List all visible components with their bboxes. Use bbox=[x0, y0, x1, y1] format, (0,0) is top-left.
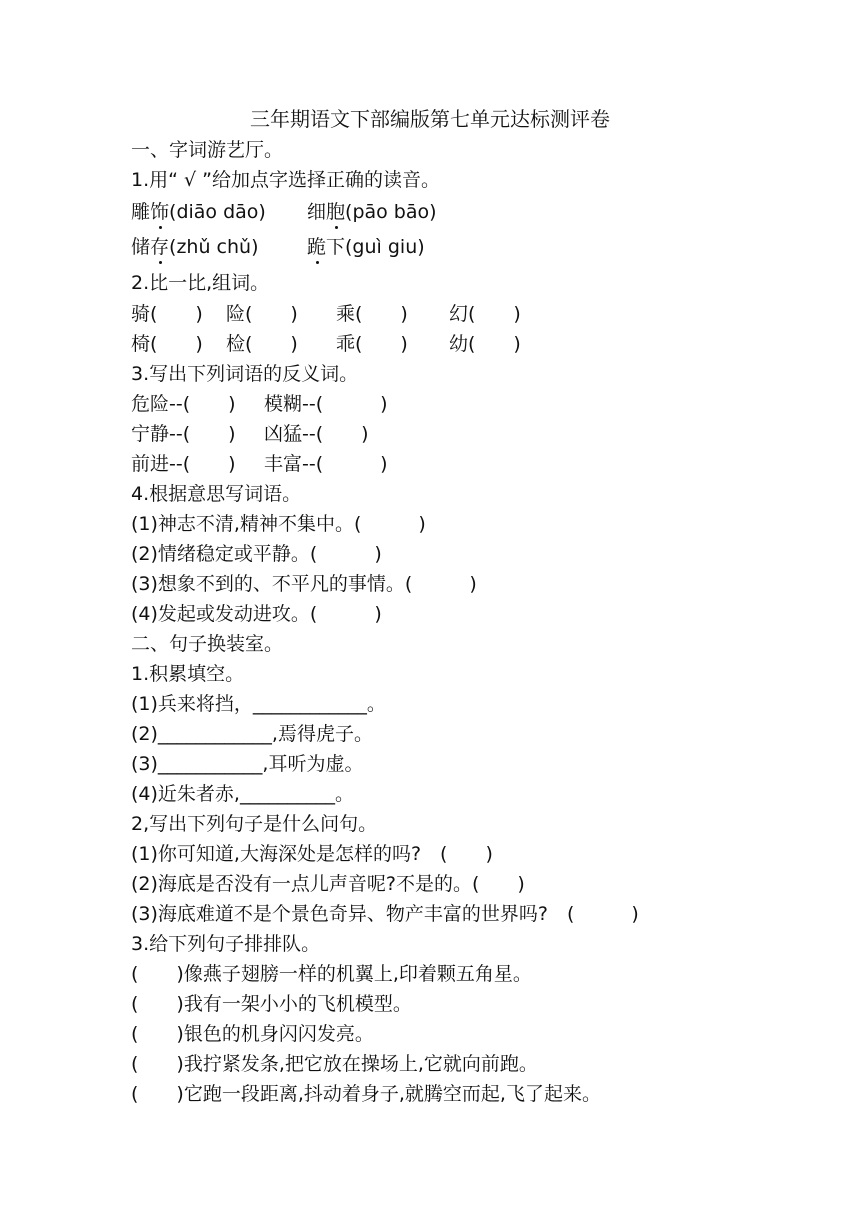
question-type-item: (2)海底是否没有一点儿声音呢?不是的。( ) bbox=[131, 873, 525, 895]
antonym-cell: 前进--( ) bbox=[131, 453, 236, 475]
fill-blank-item: (4)近朱者赤,__________。 bbox=[131, 783, 354, 805]
pinyin-options: 下(guì giu) bbox=[326, 236, 425, 258]
order-item: ( )它跑一段距离,抖动着身子,就腾空而起,飞了起来。 bbox=[131, 1083, 601, 1105]
q4-item: (2)情绪稳定或平静。( ) bbox=[131, 543, 382, 565]
compare-cell: 乖( ) bbox=[336, 333, 408, 355]
q4-item: (3)想象不到的、不平凡的事情。( ) bbox=[131, 573, 477, 595]
compare-cell: 幼( ) bbox=[449, 333, 521, 355]
pinyin-pre: 细 bbox=[307, 201, 327, 223]
order-item: ( )我拧紧发条,把它放在操场上,它就向前跑。 bbox=[131, 1053, 538, 1075]
section2-heading: 二、句子换装室。 bbox=[131, 633, 284, 655]
order-item: ( )我有一架小小的飞机模型。 bbox=[131, 993, 412, 1015]
q1-prompt: 1.用“ √ ”给加点字选择正确的读音。 bbox=[131, 169, 441, 191]
fill-blank-item: (1)兵来将挡，____________。 bbox=[131, 693, 386, 715]
pinyin-item bbox=[307, 234, 425, 260]
fill-blank-item: (2)____________,焉得虎子。 bbox=[131, 723, 373, 745]
q4-prompt: 4.根据意思写词语。 bbox=[131, 483, 302, 505]
antonym-cell: 模糊--( ) bbox=[264, 393, 388, 415]
dotted-char: 跪 bbox=[307, 236, 327, 258]
q4-item: (1)神志不清,精神不集中。( ) bbox=[131, 513, 426, 535]
compare-cell: 乘( ) bbox=[336, 303, 408, 325]
compare-cell: 幻( ) bbox=[449, 303, 521, 325]
antonym-cell: 丰富--( ) bbox=[264, 453, 388, 475]
pinyin-item bbox=[131, 199, 266, 225]
pinyin-options: (zhǔ chǔ) bbox=[169, 236, 259, 258]
q2-prompt: 2.比一比,组词。 bbox=[131, 272, 270, 294]
pinyin-pre: 雕 bbox=[131, 201, 151, 223]
order-item: ( )像燕子翅膀一样的机翼上,印着颗五角星。 bbox=[131, 963, 532, 985]
dotted-char: 胞 bbox=[326, 201, 346, 223]
s2-q3-prompt: 3.给下列句子排排队。 bbox=[131, 933, 321, 955]
question-type-item: (3)海底难道不是个景色奇异、物产丰富的世界吗? ( ) bbox=[131, 903, 639, 925]
pinyin-item bbox=[307, 199, 437, 225]
pinyin-item bbox=[131, 234, 258, 260]
question-type-item: (1)你可知道,大海深处是怎样的吗? ( ) bbox=[131, 843, 493, 865]
pinyin-options: (diāo dāo) bbox=[169, 201, 266, 223]
s2-q1-prompt: 1.积累填空。 bbox=[131, 663, 245, 685]
pinyin-pre: 储 bbox=[131, 236, 151, 258]
q3-prompt: 3.写出下列词语的反义词。 bbox=[131, 363, 359, 385]
antonym-cell: 宁静--( ) bbox=[131, 423, 236, 445]
q4-item: (4)发起或发动进攻。( ) bbox=[131, 603, 382, 625]
compare-cell: 骑( ) bbox=[131, 303, 203, 325]
pinyin-options: (pāo bāo) bbox=[345, 201, 437, 223]
antonym-cell: 危险--( ) bbox=[131, 393, 236, 415]
fill-blank-item: (3)___________,耳听为虚。 bbox=[131, 753, 364, 775]
section1-heading: 一、字词游艺厅。 bbox=[131, 139, 284, 161]
dotted-char: 饰 bbox=[150, 201, 170, 223]
compare-cell: 检( ) bbox=[226, 333, 298, 355]
compare-cell: 险( ) bbox=[226, 303, 298, 325]
compare-cell: 椅( ) bbox=[131, 333, 203, 355]
s2-q2-prompt: 2,写出下列句子是什么问句。 bbox=[131, 813, 378, 835]
antonym-cell: 凶猛--( ) bbox=[264, 423, 369, 445]
dotted-char: 存 bbox=[150, 236, 170, 258]
order-item: ( )银色的机身闪闪发亮。 bbox=[131, 1023, 374, 1045]
page-title: 三年期语文下部编版第七单元达标测评卷 bbox=[250, 107, 610, 131]
